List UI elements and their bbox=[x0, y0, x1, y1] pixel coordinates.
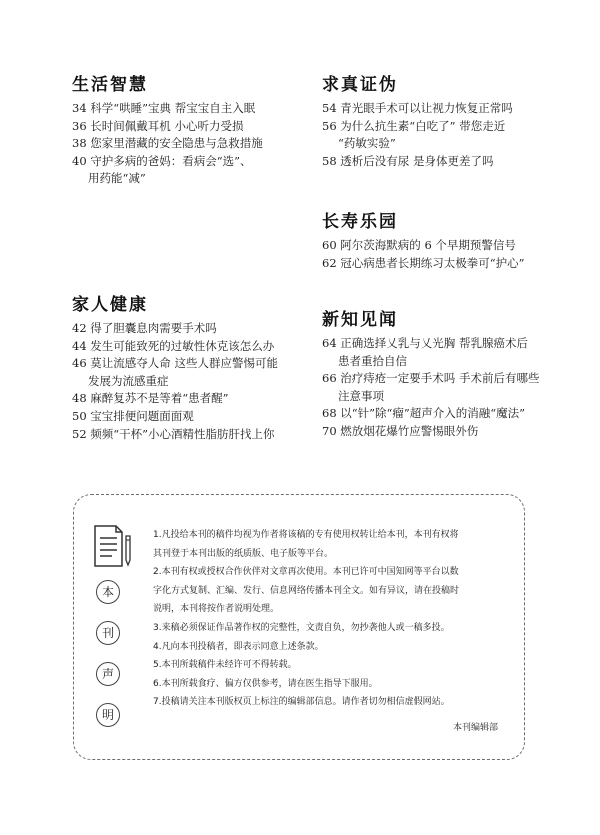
item-list bbox=[322, 100, 572, 170]
toc-item bbox=[322, 405, 572, 423]
toc-item-line: 38 您家里潜藏的安全隐患与急救措施 bbox=[72, 136, 263, 151]
notice-rule-line: 2.本刊有权或授权合作伙伴对文章再次使用。本刊已许可中国知网等平台以数 bbox=[153, 567, 459, 578]
editorial-signature: 本刊编辑部 bbox=[452, 723, 498, 733]
toc-item-line: 44 发生可能致死的过敏性休克该怎么办 bbox=[72, 338, 275, 353]
section-title: 家人健康 bbox=[72, 295, 148, 315]
toc-item bbox=[72, 320, 322, 338]
toc-item-line: 患者重拾自信 bbox=[338, 353, 407, 368]
section-truth-seeking bbox=[322, 70, 572, 170]
notice-rule bbox=[153, 675, 513, 694]
toc-item-line: 注意事项 bbox=[338, 388, 384, 403]
notice-rule bbox=[153, 526, 513, 563]
notice-title-char: 声 bbox=[96, 662, 120, 686]
notice-rule-line: 4.凡向本刊投稿者，即表示同意上述条款。 bbox=[153, 641, 324, 652]
toc-item bbox=[72, 426, 322, 444]
notice-rule bbox=[153, 638, 513, 657]
notice-title-char: 本 bbox=[96, 580, 120, 604]
toc-item-line: 50 宝宝排便问题面面观 bbox=[72, 408, 194, 423]
section-life-wisdom bbox=[72, 70, 322, 188]
document-pen-icon bbox=[92, 524, 134, 570]
toc-item bbox=[72, 153, 322, 188]
notice-rule bbox=[153, 619, 513, 638]
toc-item bbox=[322, 335, 572, 370]
notice-rule bbox=[153, 563, 513, 619]
toc-item bbox=[72, 135, 322, 153]
notice-rule-line: 6.本刊所载食疗、偏方仅供参考，请在医生指导下服用。 bbox=[153, 678, 378, 689]
toc-item-line: 62 冠心病患者长期练习太极拳可“护心” bbox=[322, 255, 525, 270]
section-longevity bbox=[322, 207, 572, 272]
notice-rule-line: 3.来稿必须保证作品著作权的完整性，文责自负，勿抄袭他人或一稿多投。 bbox=[153, 622, 450, 633]
section-title: 长寿乐园 bbox=[322, 212, 398, 232]
section-family-health bbox=[72, 290, 322, 443]
toc-item-line: 58 透析后没有尿 是身体更差了吗 bbox=[322, 153, 494, 168]
notice-title bbox=[96, 580, 120, 744]
notice-rule-line: 其刊登于本刊出版的纸质版、电子版等平台。 bbox=[153, 548, 334, 559]
toc-item-line: 68 以“针”除“瘤”超声介入的消融“魔法” bbox=[322, 406, 526, 421]
toc-item bbox=[72, 338, 322, 356]
toc-item bbox=[322, 423, 572, 441]
toc-item bbox=[322, 100, 572, 118]
toc-item-line: 用药能“减” bbox=[88, 171, 146, 186]
item-list bbox=[322, 335, 572, 441]
section-title: 求真证伪 bbox=[322, 75, 398, 95]
toc-item-line: 发展为流感重症 bbox=[88, 373, 169, 388]
toc-item bbox=[72, 355, 322, 390]
toc-item bbox=[72, 100, 322, 118]
toc-item bbox=[322, 118, 572, 153]
toc-item bbox=[322, 370, 572, 405]
toc-item-line: 66 治疗痔疮一定要手术吗 手术前后有哪些 bbox=[322, 371, 540, 386]
notice-rule-line: 字化方式复制、汇编、发行、信息网络传播本刊全文。如有异议，请在投稿时 bbox=[153, 585, 460, 596]
toc-item bbox=[322, 153, 572, 171]
notice-rule bbox=[153, 656, 513, 675]
section-new-knowledge bbox=[322, 305, 572, 441]
toc-item-line: 60 阿尔茨海默病的 6 个早期预警信号 bbox=[322, 238, 516, 252]
toc-item-line: 52 频频“干杯”小心酒精性脂肪肝找上你 bbox=[72, 426, 275, 441]
section-title: 生活智慧 bbox=[72, 75, 148, 95]
toc-item-line: 64 正确选择乂乳与乂光胸 帮乳腺癌术后 bbox=[322, 336, 528, 350]
toc-item-line: 46 莫让流感夺人命 这些人群应警惕可能 bbox=[72, 356, 278, 371]
toc-item-line: 56 为什么抗生素“白吃了” 带您走近 bbox=[322, 118, 506, 133]
toc-item bbox=[322, 237, 572, 255]
toc-item bbox=[72, 408, 322, 426]
notice-title-char: 明 bbox=[96, 703, 120, 727]
toc-item-line: “药敏实验” bbox=[338, 136, 396, 151]
toc-item-line: 54 青光眼手术可以让视力恢复正常吗 bbox=[322, 101, 513, 115]
toc-item-line: 40 守护多病的爸妈：看病会“选”、 bbox=[72, 153, 252, 168]
toc-item bbox=[72, 390, 322, 408]
item-list bbox=[322, 237, 572, 272]
notice-rule-line: 1.凡投给本刊的稿件均视为作者将该稿的专有使用权转让给本刊，本刊有权将 bbox=[153, 530, 459, 540]
notice-rule-line: 说明，本刊将按作者说明处理。 bbox=[153, 604, 280, 615]
toc-item-line: 34 科学“哄睡”宝典 帮宝宝自主入眠 bbox=[72, 101, 256, 115]
notice-rule-line: 7.投稿请关注本刊版权页上标注的编辑部信息。请作者切勿相信虚假网站。 bbox=[153, 697, 450, 708]
notice-title-char: 刊 bbox=[96, 621, 120, 645]
toc-item-line: 48 麻醉复苏不是等着“患者醒” bbox=[72, 391, 229, 406]
notice-rules bbox=[153, 526, 513, 712]
toc-item bbox=[72, 118, 322, 136]
item-list bbox=[72, 320, 322, 443]
section-title: 新知见闻 bbox=[322, 310, 398, 330]
toc-item-line: 36 长时间佩戴耳机 小心听力受损 bbox=[72, 118, 244, 133]
notice-rule-line: 5.本刊所载稿件未经许可不得转载。 bbox=[153, 660, 297, 671]
notice-rule bbox=[153, 693, 513, 712]
toc-item-line: 42 得了胆囊息肉需要手术吗 bbox=[72, 321, 217, 335]
toc-item-line: 70 燃放烟花爆竹应警惕眼外伤 bbox=[322, 423, 479, 438]
toc-item bbox=[322, 255, 572, 273]
item-list bbox=[72, 100, 322, 188]
